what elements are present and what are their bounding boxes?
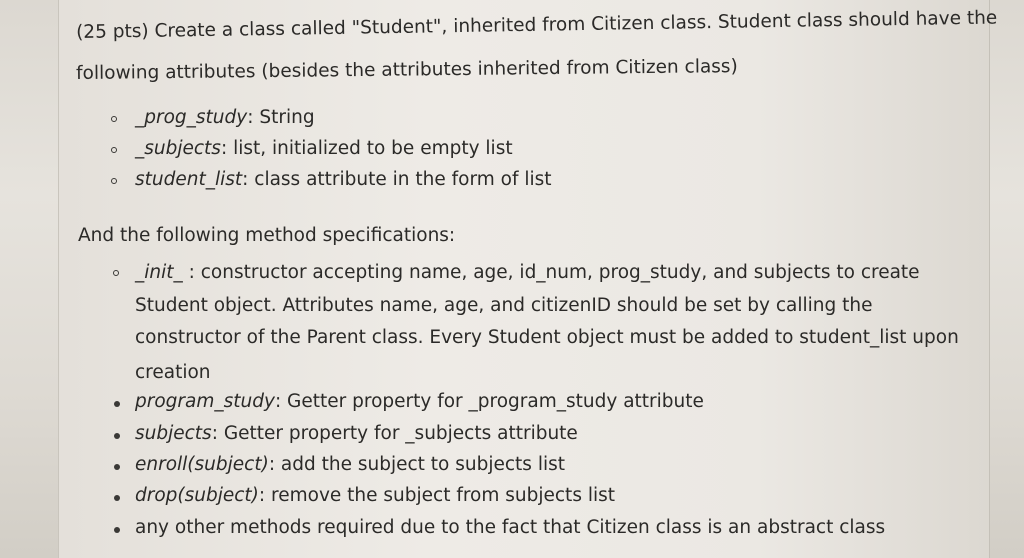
bullet-icon [114,527,120,533]
intro-line-2: following attributes (besides the attributes inherited from Citizen class) [75,56,738,84]
method-item-other [135,519,885,538]
attribute-name: student_list [135,169,243,190]
method-item-subjects [135,425,578,444]
bullet-icon [114,401,120,407]
method-name: subjects [135,423,212,444]
method-init-continuation-2: constructor of the Parent class. Every Student object must be added to student_list upon [135,327,959,348]
bullet-icon [114,433,120,439]
method-desc: : Getter property for _subjects attribute [211,423,578,444]
bullet-icon [111,147,117,153]
method-item-program-study [135,393,704,412]
bullet-icon [113,270,119,276]
method-name: _init_ [135,262,183,283]
method-name: enroll(subject) [135,454,269,475]
method-init-continuation-3: creation [135,362,211,383]
attribute-item-subjects [135,140,513,159]
attribute-desc: : String [247,107,315,128]
method-name: program_study [135,391,275,412]
attribute-name: _subjects [135,138,221,159]
attribute-name: _prog_study [135,107,248,128]
method-desc: : constructor accepting name, age, id_num, prog_study, and subjects to create [182,262,920,283]
attribute-desc: : class attribute in the form of list [242,169,552,190]
method-name: drop(subject) [135,485,259,506]
method-item-drop [135,487,615,506]
bullet-icon [111,116,117,122]
method-init-continuation-1: Student object. Attributes name, age, and citizenID should be set by calling the [135,295,873,316]
method-item-init [135,264,920,283]
attribute-item-prog-study [135,109,315,128]
method-item-enroll [135,456,565,475]
bullet-icon [114,495,120,501]
bullet-icon [114,464,120,470]
method-desc: : remove the subject from subjects list [258,485,616,506]
attribute-item-student-list [135,171,552,190]
methods-heading: And the following method specifications: [78,225,456,246]
intro-line-1: (25 pts) Create a class called "Student", inherited from Citizen class. Student class should have the [75,7,998,43]
bullet-icon [111,178,117,184]
method-desc: : add the subject to subjects list [268,454,566,475]
method-desc: any other methods required due to the fact that Citizen class is an abstract class [135,517,886,538]
attribute-desc: : list, initialized to be empty list [220,138,513,159]
method-desc: : Getter property for _program_study attribute [274,391,704,412]
